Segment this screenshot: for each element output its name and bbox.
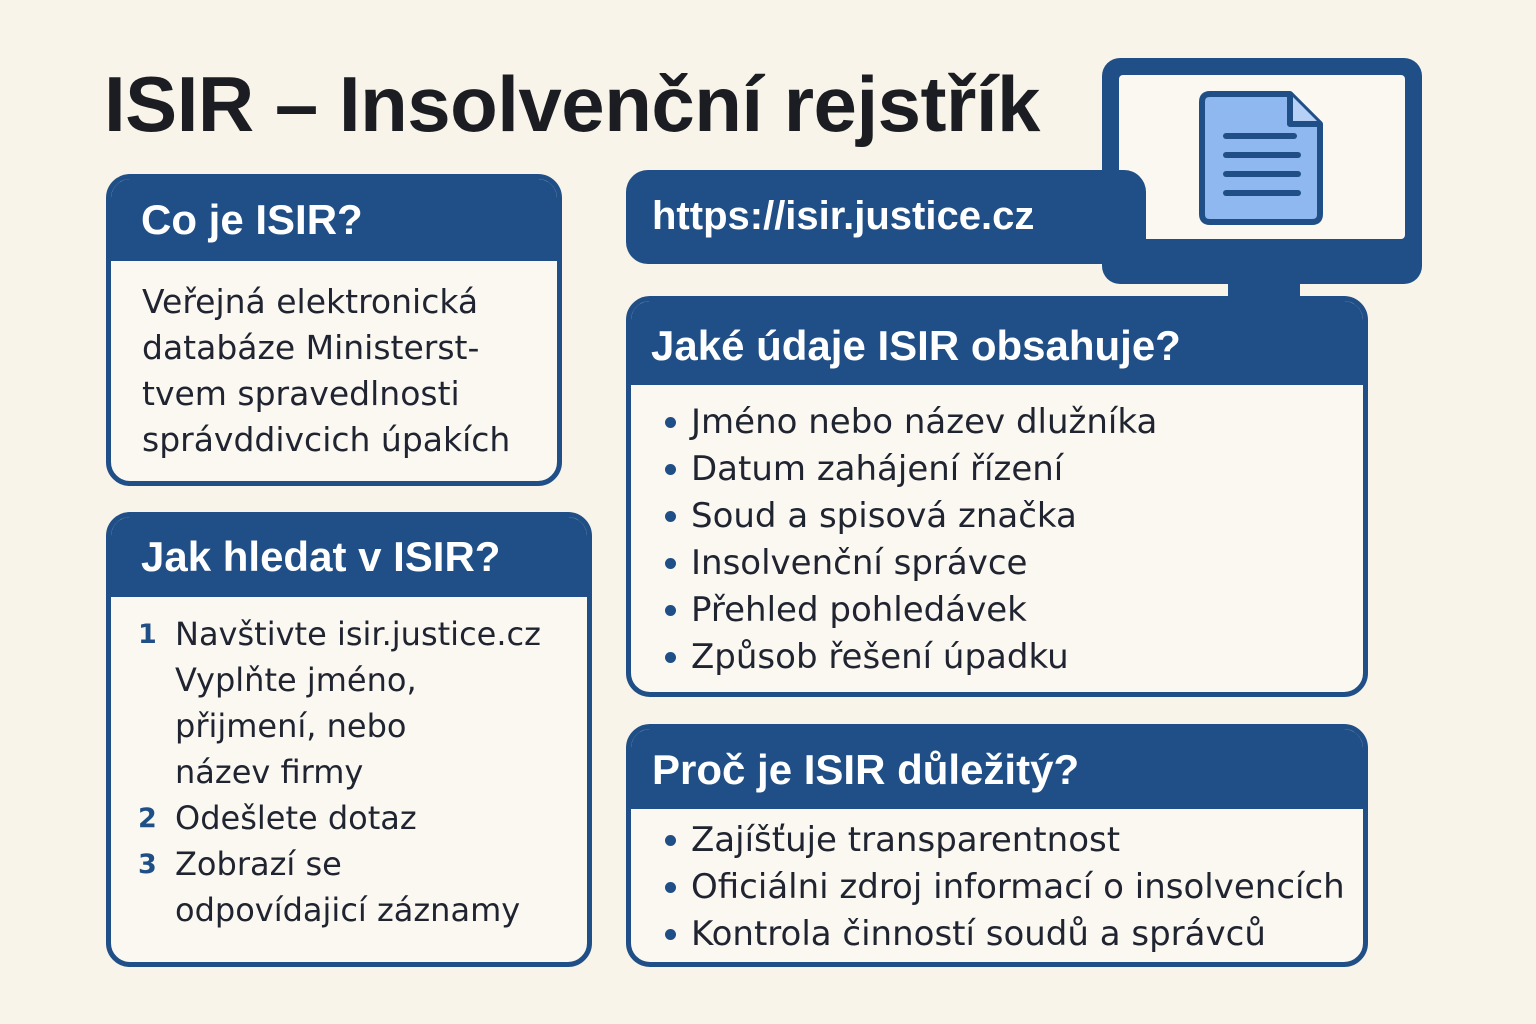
bullet-icon bbox=[665, 882, 676, 893]
step-number: 1 bbox=[138, 619, 157, 650]
isir-data-item-label: Přehled pohledávek bbox=[691, 590, 1027, 630]
isir-data-item bbox=[631, 634, 1363, 681]
bullet-icon bbox=[665, 835, 676, 846]
bullet-icon bbox=[665, 511, 676, 522]
description-line: tvem spravedlnosti bbox=[142, 374, 460, 413]
isir-data-heading: Jaké údaje ISIR obsahuje? bbox=[631, 301, 1363, 385]
step-line: odpovídajicí záznamy bbox=[175, 891, 521, 929]
description-line: správddivcich úpakích bbox=[142, 420, 511, 459]
search-step bbox=[111, 611, 587, 795]
why-important-list bbox=[631, 809, 1363, 958]
bullet-icon bbox=[665, 558, 676, 569]
url-text: https://isir.justice.cz bbox=[652, 194, 1035, 238]
how-to-search-card bbox=[106, 512, 592, 967]
step-line: Vyplňte jméno, bbox=[175, 661, 417, 699]
step-line: název firmy bbox=[175, 753, 364, 791]
why-important-item bbox=[631, 817, 1363, 864]
description-line: databáze Ministerst- bbox=[142, 328, 480, 367]
isir-data-item-label: Insolvenční správce bbox=[691, 543, 1028, 583]
isir-data-item bbox=[631, 587, 1363, 634]
step-number: 3 bbox=[138, 849, 157, 880]
isir-data-item-label: Jméno nebo název dlužníka bbox=[691, 402, 1158, 442]
why-important-item-label: Zajíšťuje transparentnost bbox=[691, 820, 1121, 860]
step-line: Zobrazí se bbox=[175, 845, 342, 883]
search-step-list bbox=[111, 597, 587, 933]
search-step bbox=[111, 795, 587, 841]
isir-data-item bbox=[631, 493, 1363, 540]
bullet-icon bbox=[665, 605, 676, 616]
page-title: ISIR – Insolvenční rejstřík bbox=[104, 60, 1040, 148]
bullet-icon bbox=[665, 652, 676, 663]
isir-data-card bbox=[626, 296, 1368, 697]
isir-data-item-label: Soud a spisová značka bbox=[691, 496, 1077, 536]
why-important-card bbox=[626, 724, 1368, 967]
why-important-heading: Proč je ISIR důležitý? bbox=[631, 729, 1363, 809]
why-important-item-label: Oficiálni zdroj informací o insolvencích bbox=[691, 867, 1345, 907]
step-line: přijmení, nebo bbox=[175, 707, 407, 745]
what-is-isir-card bbox=[106, 174, 562, 486]
search-step bbox=[111, 841, 587, 933]
what-is-isir-description bbox=[111, 261, 557, 463]
document-icon bbox=[1198, 88, 1326, 226]
bullet-icon bbox=[665, 464, 676, 475]
isir-data-list bbox=[631, 385, 1363, 681]
step-line: Odešlete dotaz bbox=[175, 799, 417, 837]
bullet-icon bbox=[665, 417, 676, 428]
isir-data-item-label: Datum zahájení řízení bbox=[691, 449, 1064, 489]
url-banner[interactable] bbox=[626, 170, 1146, 264]
isir-data-item bbox=[631, 540, 1363, 587]
isir-data-item bbox=[631, 446, 1363, 493]
isir-data-item-label: Způsob řešení úpadku bbox=[691, 637, 1069, 677]
why-important-item bbox=[631, 864, 1363, 911]
isir-data-item bbox=[631, 399, 1363, 446]
description-line: Veřejná elektronická bbox=[142, 282, 479, 321]
what-is-isir-heading: Co je ISIR? bbox=[111, 179, 557, 261]
how-to-search-heading: Jak hledat v ISIR? bbox=[111, 517, 587, 597]
step-line: Navštivte isir.justice.cz bbox=[175, 615, 541, 653]
why-important-item bbox=[631, 911, 1363, 958]
bullet-icon bbox=[665, 929, 676, 940]
step-number: 2 bbox=[138, 803, 157, 834]
why-important-item-label: Kontrola činností soudů a správců bbox=[691, 914, 1266, 954]
